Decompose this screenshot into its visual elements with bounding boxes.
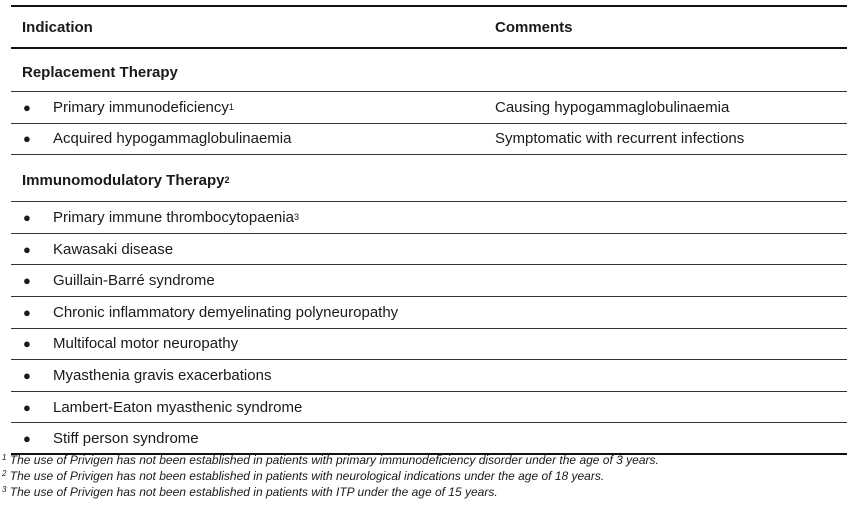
bullet-icon: ●	[23, 209, 31, 225]
table-row	[11, 124, 847, 156]
indication-label: Myasthenia gravis exacerbations	[53, 366, 272, 384]
bullet-icon: ●	[23, 367, 31, 383]
footnote-number: 1	[2, 453, 7, 462]
footnote-text: The use of Privigen has not been established in patients with primary immunodeficiency disorder under the age of 3 years.	[9, 453, 659, 467]
table-row	[11, 392, 847, 424]
indication-label: Primary immune thrombocytopaenia	[53, 208, 294, 226]
table-row	[11, 423, 847, 455]
footnote-text: The use of Privigen has not been established in patients with ITP under the age of 15 years.	[9, 485, 498, 499]
footnote	[2, 452, 659, 468]
bullet-icon: ●	[23, 430, 31, 446]
bullet-icon: ●	[23, 241, 31, 257]
footnote	[2, 484, 659, 500]
section-title: Replacement Therapy	[22, 63, 178, 81]
indication-label: Acquired hypogammaglobulinaemia	[53, 130, 292, 148]
indication-label: Chronic inflammatory demyelinating polyneuropathy	[53, 303, 399, 321]
indication-label: Lambert-Eaton myasthenic syndrome	[53, 398, 303, 416]
bullet-icon: ●	[23, 336, 31, 352]
bullet-icon: ●	[23, 131, 31, 147]
section-heading-immunomodulatory: Immunomodulatory Therapy 2	[11, 155, 847, 202]
bullet-icon: ●	[23, 273, 31, 289]
footnotes	[2, 452, 659, 500]
table-row: ● Primary immunodeficiency 1 Causing hypogammaglobulinaemia	[11, 92, 847, 124]
indication-label: Primary immunodeficiency	[53, 98, 229, 116]
footnote-number: 2	[2, 469, 7, 478]
table-row	[11, 265, 847, 297]
bullet-icon: ●	[23, 399, 31, 415]
footnote	[2, 468, 659, 484]
indication-label: Multifocal motor neuropathy	[53, 335, 239, 353]
header-comments: Comments	[495, 18, 573, 36]
table-header-row	[11, 7, 847, 49]
indication-label: Kawasaki disease	[53, 240, 174, 258]
section-heading-replacement	[11, 49, 847, 92]
header-indication: Indication	[22, 18, 93, 36]
table-row	[11, 234, 847, 266]
table-row	[11, 360, 847, 392]
indication-comment: Symptomatic with recurrent infections	[495, 130, 745, 148]
bullet-icon: ●	[23, 304, 31, 320]
footnote-text: The use of Privigen has not been established in patients with neurological indications under the age of 18 years.	[9, 469, 605, 483]
footnote-number: 3	[2, 485, 7, 494]
bullet-icon: ●	[23, 99, 31, 115]
table-row: ● Primary immune thrombocytopaenia 3	[11, 202, 847, 234]
indication-label: Stiff person syndrome	[53, 429, 199, 447]
indications-table	[11, 5, 847, 455]
section-title: Immunomodulatory Therapy	[22, 171, 225, 189]
indication-comment: Causing hypogammaglobulinaemia	[495, 98, 730, 116]
table-row	[11, 329, 847, 361]
table-row	[11, 297, 847, 329]
indication-label: Guillain-Barré syndrome	[53, 272, 215, 290]
